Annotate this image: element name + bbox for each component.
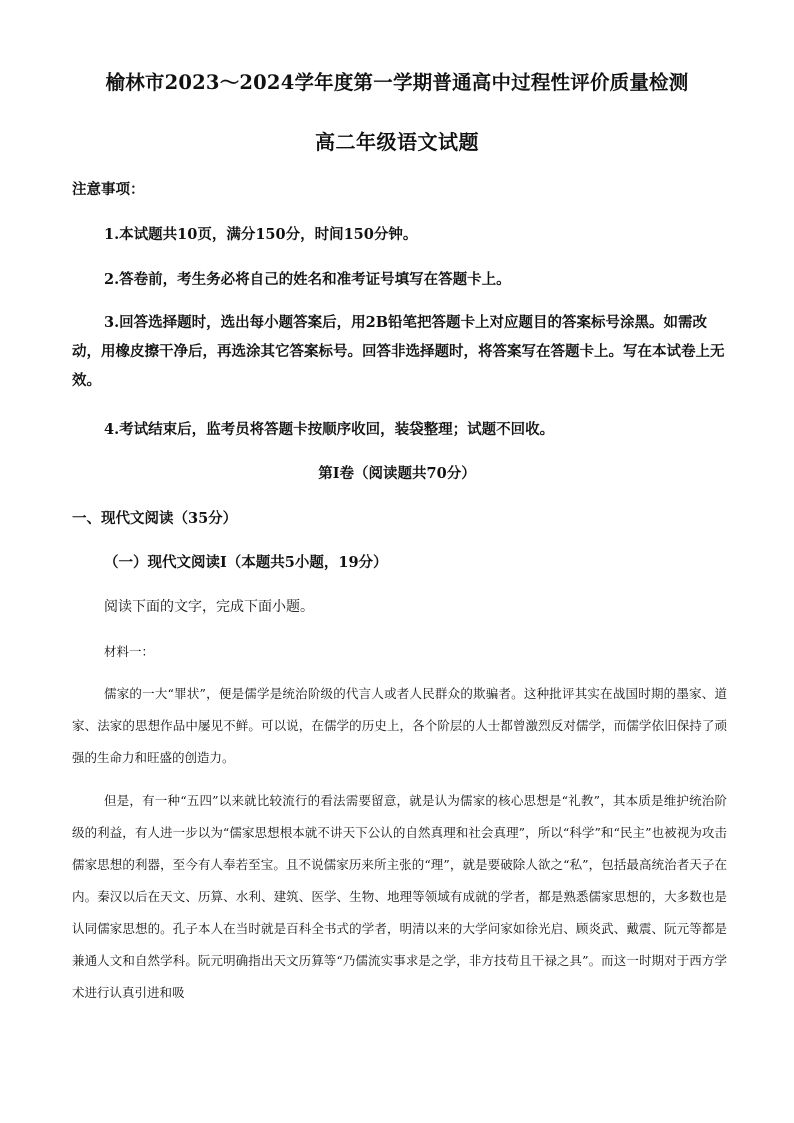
subsection-heading: （一）现代文阅读Ⅰ（本题共5小题，19分） — [104, 554, 388, 571]
note-item-3: 3.回答选择题时，选出每小题答案后，用2B铅笔把答题卡上对应题目的答案标号涂黑。如需改动，用橡皮擦干净后，再选涂其它答案标号。回答非选择题时，将答案写在答题卡上。写在本试卷上无效。 — [72, 314, 725, 389]
exam-subtitle: 高二年级语文试题 — [315, 130, 479, 154]
note-item-4: 4.考试结束后，监考员将答题卡按顺序收回，装袋整理；试题不回收。 — [104, 421, 555, 438]
material-label: 材料一： — [104, 644, 155, 659]
note-item-1: 1.本试题共10页，满分150分，时间150分钟。 — [104, 226, 418, 243]
reading-instruction: 阅读下面的文字，完成下面小题。 — [104, 599, 314, 615]
note-item-2: 2.答卷前，考生务必将自己的姓名和准考证号填写在答题卡上。 — [104, 271, 511, 288]
exam-title: 榆林市2023～2024学年度第一学期普通高中过程性评价质量检测 — [105, 71, 689, 94]
section-heading: 一、现代文阅读（35分） — [72, 510, 238, 527]
volume-heading: 第Ⅰ卷（阅读题共70分） — [318, 465, 476, 482]
material-paragraph-2: 但是，有一种“五四”以来就比较流行的看法需要留意，就是认为儒家的核心思想是“礼教”，其本质是维护统治阶级的利益，有人进一步以为“儒家思想根本就不讲天下公认的自然真理和社会真理”，所以“科学”和“民主”也被视为攻击儒家思想的利器，至今有人奉若至宝。且不说儒家历来所主张的“理”，就是要破除人欲之“私”，包括最高统治者天子在内。秦汉以后在天文、历算、水利、建筑、医学、生物、地理等领域有成就的学者，都是熟悉儒家思想的，大多数也是认同儒家思想的。孔子本人在当时就是百科全书式的学者，明清以来的大学问家如徐光启、顾炎武、戴震、阮元等都是兼通人文和自然学科。阮元明确指出天文历算等“乃儒流实事求是之学，非方技苟且干禄之具”。而这一时期对于西方学术进行认真引进和吸 — [72, 793, 727, 1000]
notes-heading: 注意事项： — [72, 181, 145, 198]
material-paragraph-1: 儒家的一大“罪状”，便是儒学是统治阶级的代言人或者人民群众的欺骗者。这种批评其实在战国时期的墨家、道家、法家的思想作品中屡见不鲜。可以说，在儒学的历史上，各个阶层的人士都曾激烈反对儒学，而儒学依旧保持了顽强的生命力和旺盛的创造力。 — [72, 686, 727, 765]
